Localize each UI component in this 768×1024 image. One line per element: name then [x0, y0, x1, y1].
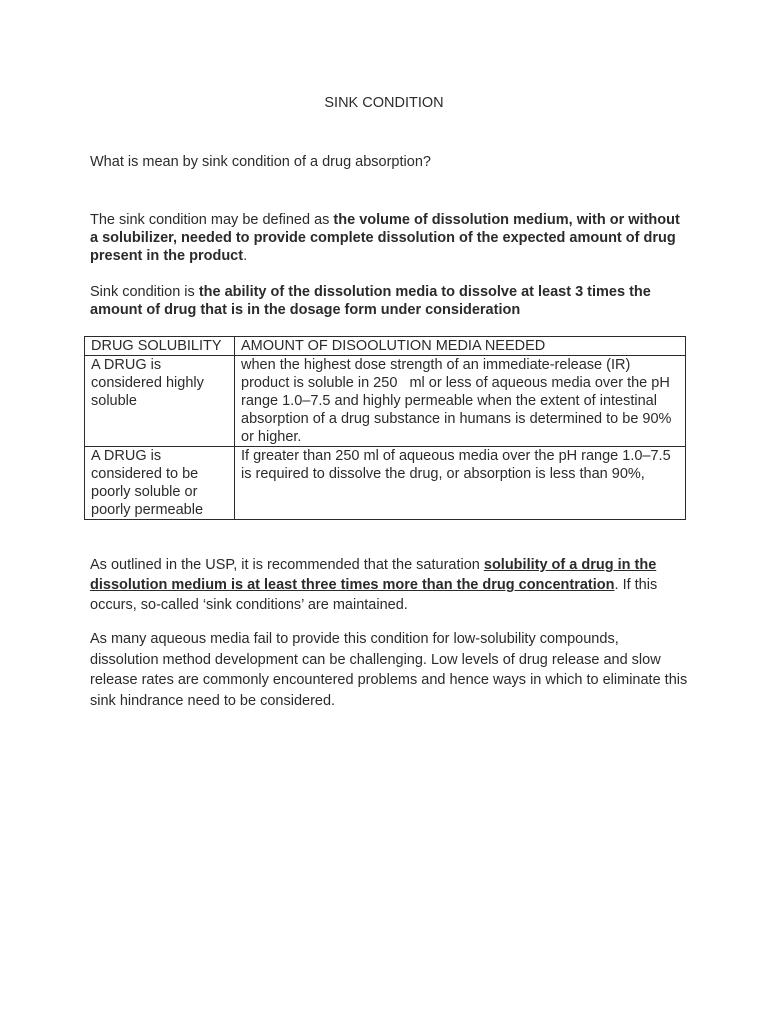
definition-2-bold: the ability of the dissolution media to dissolve at least 3 times the amount of drug that is in the dosage form under consideration	[90, 284, 651, 318]
closing-paragraph: As many aqueous media fail to provide this condition for low-solubility compounds, dissolution method development can be challenging. Low levels of drug release and slow release rates are commonly encountered problems and hence ways in which to eliminate this sink hindrance need to be considered.	[90, 631, 688, 709]
table-cell: If greater than 250 ml of aqueous media over the pH range 1.0–7.5 is required to dissolve the drug, or absorption is less than 90%,	[235, 447, 686, 520]
table-header-cell: AMOUNT OF DISOOLUTION MEDIA NEEDED	[235, 337, 686, 356]
usp-lead: As outlined in the USP, it is recommended that the saturation	[90, 557, 484, 573]
definition-1-lead: The sink condition may be defined as	[90, 212, 334, 228]
table-cell: A DRUG is considered highly soluble	[85, 356, 235, 447]
definition-1-end: .	[243, 248, 248, 264]
usp-end: . If this occurs, so-called ‘sink conditions’ are maintained.	[90, 577, 658, 613]
definition-1-bold: the volume of dissolution medium, with or without a solubilizer, needed to provide complete dissolution of the expected amount of drug present in the product	[90, 212, 680, 264]
definition-paragraph-1	[90, 211, 690, 265]
page-title: SINK CONDITION	[324, 95, 444, 111]
table-cell: when the highest dose strength of an immediate-release (IR) product is soluble in 250 ml or less of aqueous media over the pH range 1.0–7.5 and highly permeable when the extent of intestinal absorption of a drug substance in humans is determined to be 90% or higher.	[235, 356, 686, 447]
usp-paragraph	[90, 555, 690, 615]
table-cell: A DRUG is considered to be poorly soluble or poorly permeable	[85, 447, 235, 520]
question-text: What is mean by sink condition of a drug absorption?	[90, 154, 431, 170]
table-header-row	[85, 337, 686, 356]
definition-paragraph-2	[90, 283, 690, 319]
usp-underlined-text: solubility of a drug in the dissolution medium is at least three times more than the drug concentration	[90, 557, 657, 593]
table-row	[85, 447, 686, 520]
solubility-table	[84, 336, 686, 520]
table-header-cell: DRUG SOLUBILITY	[85, 337, 235, 356]
table-row	[85, 356, 686, 447]
definition-2-lead: Sink condition is	[90, 284, 199, 300]
